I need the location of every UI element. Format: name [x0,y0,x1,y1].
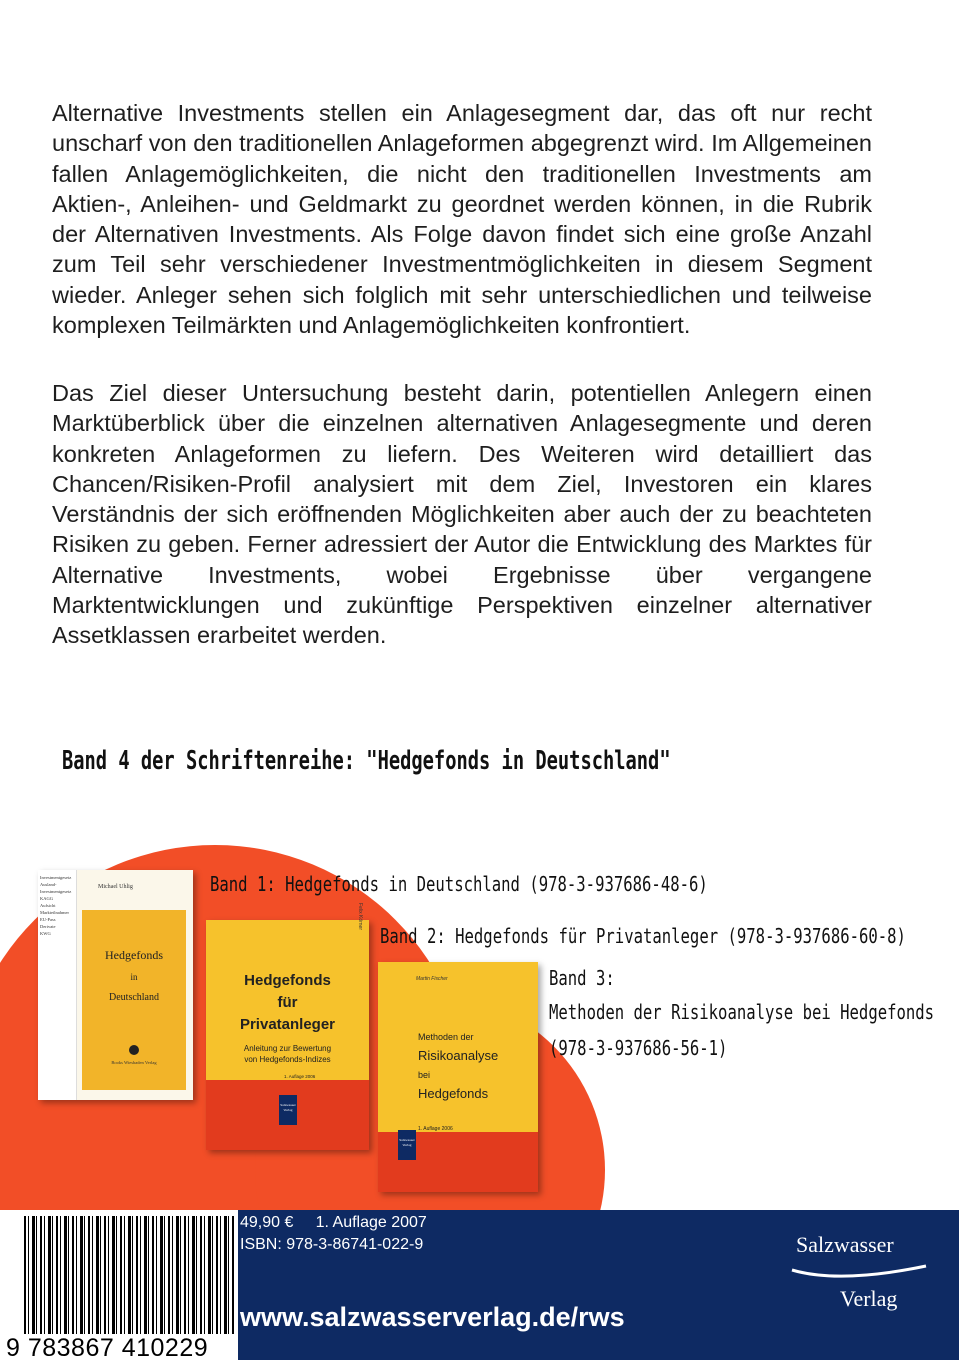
book2-title-2: für [277,994,298,1011]
volume-label-band-1: Band 1: Hedgefonds in Deutschland (978-3-937686-48-6) [210,872,708,896]
book-cover-band-3 [378,962,538,1192]
book1-title-3: Deutschland [109,992,159,1003]
book3-author: Martin Fischer [416,976,448,982]
book2-edition: 1. Auflage 2006 [284,1074,316,1079]
logo-text-bottom: Verlag [840,1286,898,1311]
book1-side-lines [38,870,76,941]
volume-label-band-3-line-3: (978-3-937686-56-1) [549,1036,728,1060]
side-line: Markteilnahmer [40,910,69,915]
book3-publisher-logo [398,1130,416,1160]
isbn: ISBN: 978-3-86741-022-9 [240,1236,424,1253]
book3-logo-text-1: Salzwasser [399,1138,415,1142]
logo-text-top: Salzwasser [796,1232,894,1257]
publisher-logo [790,1232,930,1322]
volume-label-band-2: Band 2: Hedgefonds für Privatanleger (978-3-937686-60-8) [380,924,906,948]
book2-logo-text-2: Verlag [283,1108,293,1112]
volume-label-band-3-line-2: Methoden der Risikoanalyse bei Hedgefonds [549,1000,935,1024]
blurb-text-2: Das Ziel dieser Untersuchung besteht darin, potentiellen Anlegern einen Marktüberblick über die einzelnen alternativen Anlagesegmente und deren konkreten Anlageformen zu liefern. Des Weiteren wird detailliert das Chancen/Risiken-Profil analysiert mit dem Ziel, Investoren ein klares Verständnis der sich eröffnenden Möglichkeiten aber auch der zu beachteten Risiken zu geben. Ferner adressiert der Autor die Entwicklung des Marktes für Alternative Investments, wobei Ergebnisse über vergangene Marktentwicklungen und zukünftige Perspektiven einzelner alternativer Assetklassen erarbeitet werden. [52,380,872,649]
side-line: Investmentgesetz [40,875,72,880]
book1-author: Michael Uhlig [98,884,133,890]
side-line: KAGG [40,896,53,901]
publisher-url[interactable]: www.salzwasserverlag.de/rws [240,1302,625,1332]
book3-edition: 1. Auflage 2006 [418,1126,453,1132]
book1-sidebar [38,870,77,1100]
book2-logo-text-1: Salzwasser [280,1103,296,1107]
side-line: KWG [40,931,51,936]
book2-subtitle-2: von Hedgefonds-Indizes [244,1055,331,1064]
book-cover-band-2 [206,903,369,1150]
barcode-bars [24,1216,234,1334]
barcode [0,1210,238,1360]
book3-logo-text-2: Verlag [402,1143,412,1147]
book1-panel [82,910,186,1090]
side-line: EU-Pass [40,917,56,922]
book1-title-1: Hedgefonds [105,948,163,962]
book2-author: Felix Körner [357,903,363,930]
book1-title-2: in [130,972,138,982]
blurb-text-1: Alternative Investments stellen ein Anlagesegment dar, das oft nur recht unscharf von den traditionellen Anlageformen abgegrenzt wird. Im Allgemeinen fallen Anlagemöglichkeiten, die nicht den traditionellen Investments am Aktien-, Anleihen- und Geldmarkt zu geordnet werden können, in die Rubrik der Alternativen Investments. Als Folge davon findet sich eine große Anzahl zum Teil sehr verschiedener Investmentmöglichkeiten in diesem Segment wieder. Anleger sehen sich folglich mit sehr unterschiedlichen und teilweise komplexen Teilmärkten und Anlagemöglichkeiten konfrontiert. [52,100,872,339]
side-line: Aufsicht [40,903,56,908]
book2-title-3: Privatanleger [239,1016,336,1033]
book2-subtitle-1: Anleitung zur Bewertung [243,1044,332,1053]
volume-label-band-3-line-1: Band 3: [549,966,615,990]
book1-publisher: Books Wiesbaden Verlag [111,1060,157,1065]
side-line: Derivate [40,924,56,929]
book2-title-1: Hedgefonds [244,972,331,989]
price-and-edition: 49,90 € 1. Auflage 2007 [240,1214,427,1231]
barcode-number: 9 783867 410229 [6,1334,209,1362]
book1-logo-icon [129,1045,139,1055]
side-line: Investmentgesetz [40,889,72,894]
book3-title-4: Hedgefonds [418,1086,489,1101]
book3-title-1: Methoden der [418,1032,474,1042]
blurb-paragraph-1 [52,98,872,340]
wave-icon [790,1258,930,1288]
blurb-paragraph-2 [52,378,872,651]
series-title: Band 4 der Schriftenreihe: "Hedgefonds in Deutschland" [62,746,671,776]
book-cover-band-1 [38,870,193,1100]
side-line: Ausland- [40,882,57,887]
book2-publisher-logo [279,1095,297,1125]
book3-title-2: Risikoanalyse [418,1048,499,1063]
book3-title-3: bei [418,1070,431,1080]
